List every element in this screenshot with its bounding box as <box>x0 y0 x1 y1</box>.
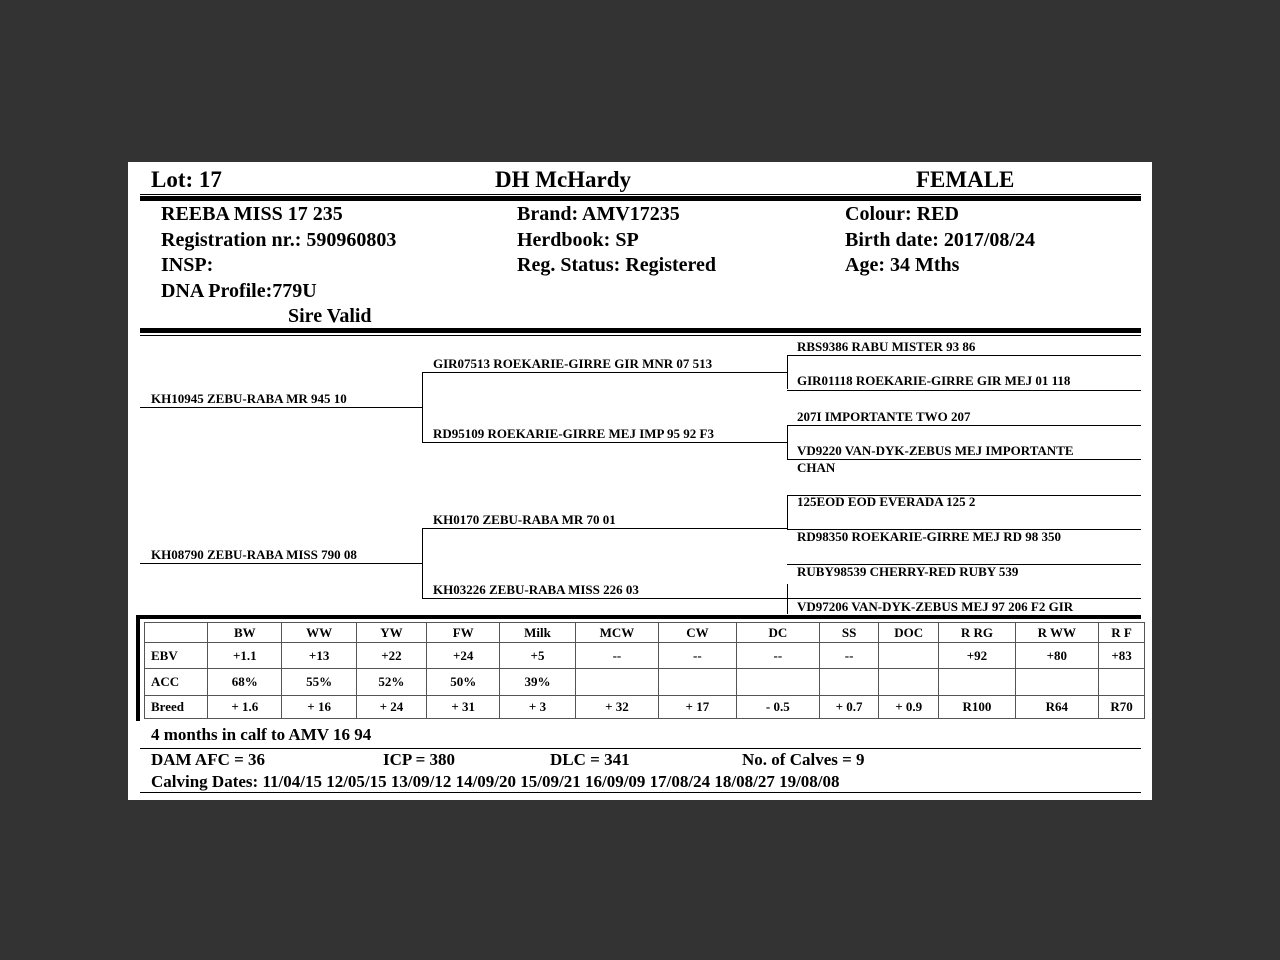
pedigree-g3-7: RUBY98539 CHERRY-RED RUBY 539 <box>797 564 1019 579</box>
ebv-cell: + 32 <box>575 696 659 719</box>
ebv-col-header: R RG <box>939 623 1015 643</box>
animal-name: REEBA MISS 17 235 <box>161 203 343 225</box>
ebv-cell: +5 <box>500 643 575 669</box>
ebv-cell: R100 <box>939 696 1015 719</box>
dlc: DLC = 341 <box>550 750 630 769</box>
ebv-cell: 52% <box>356 669 426 696</box>
dna-profile: DNA Profile:779U <box>161 280 317 302</box>
ebv-table <box>144 622 1145 719</box>
ebv-cell: -- <box>575 643 659 669</box>
ebv-col-header: DOC <box>879 623 939 643</box>
birth-date: Birth date: 2017/08/24 <box>845 229 1035 251</box>
ebv-cell <box>820 669 879 696</box>
ebv-top-rule <box>136 615 1141 619</box>
herdbook: Herdbook: SP <box>517 229 639 251</box>
ebv-cell: 39% <box>500 669 575 696</box>
pedigree-g3-4: VD9220 VAN-DYK-ZEBUS MEJ IMPORTANTE <box>797 443 1074 458</box>
registration-status: Reg. Status: Registered <box>517 254 717 276</box>
ebv-cell: +83 <box>1099 643 1145 669</box>
registration-number: Registration nr.: 590960803 <box>161 229 397 251</box>
icp: ICP = 380 <box>383 750 456 769</box>
ebv-cell: 68% <box>208 669 282 696</box>
ebv-col-header: CW <box>659 623 736 643</box>
ebv-cell: +24 <box>427 643 500 669</box>
ebv-cell <box>575 669 659 696</box>
ebv-cell: + 31 <box>427 696 500 719</box>
ebv-col-header: DC <box>736 623 820 643</box>
ebv-cell: +1.1 <box>208 643 282 669</box>
ebv-col-header: R F <box>1099 623 1145 643</box>
pedigree-dam-dam: KH03226 ZEBU-RABA MISS 226 03 <box>433 582 639 597</box>
ebv-row <box>145 669 1145 696</box>
ebv-cell: +80 <box>1015 643 1099 669</box>
ebv-col-header: MCW <box>575 623 659 643</box>
header-rule-thick <box>140 196 1141 201</box>
pedigree-g3-8: VD97206 VAN-DYK-ZEBUS MEJ 97 206 F2 GIR <box>797 599 1074 614</box>
ebv-col-header: YW <box>356 623 426 643</box>
sire-valid: Sire Valid <box>288 305 372 327</box>
ebv-cell <box>939 669 1015 696</box>
lot-card <box>128 162 1152 800</box>
pedigree-g3-5: 125EOD EOD EVERADA 125 2 <box>797 494 976 509</box>
sex-label: FEMALE <box>916 167 1015 192</box>
brand: Brand: AMV17235 <box>517 203 680 225</box>
ebv-cell: -- <box>820 643 879 669</box>
ebv-cell <box>736 669 820 696</box>
pedigree-sire: KH10945 ZEBU-RABA MR 945 10 <box>151 391 347 406</box>
pedigree-sire-dam: RD95109 ROEKARIE-GIRRE MEJ IMP 95 92 F3 <box>433 426 714 441</box>
ebv-row <box>145 643 1145 669</box>
number-of-calves: No. of Calves = 9 <box>742 750 865 769</box>
ebv-cell <box>879 643 939 669</box>
pedigree-g3-4-cont: CHAN <box>797 460 836 475</box>
age: Age: 34 Mths <box>845 254 960 276</box>
ebv-cell: 50% <box>427 669 500 696</box>
owner-name: DH McHardy <box>495 167 632 192</box>
ebv-cell: R70 <box>1099 696 1145 719</box>
dam-afc: DAM AFC = 36 <box>151 750 266 769</box>
pedigree-g3-2: GIR01118 ROEKARIE-GIRRE GIR MEJ 01 118 <box>797 373 1071 388</box>
pedigree-g3-1: RBS9386 RABU MISTER 93 86 <box>797 339 976 354</box>
ebv-cell: +92 <box>939 643 1015 669</box>
pedigree-g3-3: 207I IMPORTANTE TWO 207 <box>797 409 971 424</box>
ebv-left-rule <box>136 615 140 721</box>
pedigree-dam-sire: KH0170 ZEBU-RABA MR 70 01 <box>433 512 616 527</box>
ebv-cell <box>1015 669 1099 696</box>
ebv-cell: 55% <box>282 669 356 696</box>
ebv-row-label: Breed <box>145 696 208 719</box>
ebv-col-header: SS <box>820 623 879 643</box>
insp-label: INSP: <box>161 254 214 276</box>
info-rule-thick <box>140 328 1141 333</box>
ebv-cell: +22 <box>356 643 426 669</box>
colour: Colour: RED <box>845 203 959 225</box>
ebv-col-header: BW <box>208 623 282 643</box>
ebv-cell: + 1.6 <box>208 696 282 719</box>
ebv-cell: + 24 <box>356 696 426 719</box>
ebv-col-header: R WW <box>1015 623 1099 643</box>
ebv-cell: -- <box>659 643 736 669</box>
ebv-cell: +13 <box>282 643 356 669</box>
ebv-cell <box>879 669 939 696</box>
ebv-cell: - 0.5 <box>736 696 820 719</box>
pedigree-sire-sire: GIR07513 ROEKARIE-GIRRE GIR MNR 07 513 <box>433 356 713 371</box>
ebv-col-header <box>145 623 208 643</box>
in-calf-note: 4 months in calf to AMV 16 94 <box>151 725 372 744</box>
lot-number: Lot: 17 <box>151 167 222 192</box>
ebv-row-label: ACC <box>145 669 208 696</box>
header-rule-thin <box>140 194 1141 195</box>
calving-dates: Calving Dates: 11/04/15 12/05/15 13/09/12 14/09/20 15/09/21 16/09/09 17/08/24 18/08/27 19/08/08 <box>151 772 840 791</box>
ebv-row <box>145 696 1145 719</box>
ebv-col-header: WW <box>282 623 356 643</box>
ebv-cell: + 0.9 <box>879 696 939 719</box>
ebv-row-label: EBV <box>145 643 208 669</box>
ebv-col-header: FW <box>427 623 500 643</box>
ebv-header-row <box>145 623 1145 643</box>
info-rule-thin <box>140 335 1141 336</box>
ebv-cell: + 3 <box>500 696 575 719</box>
ebv-col-header: Milk <box>500 623 575 643</box>
ebv-cell <box>659 669 736 696</box>
ebv-cell: -- <box>736 643 820 669</box>
ebv-cell: + 16 <box>282 696 356 719</box>
pedigree-g3-6: RD98350 ROEKARIE-GIRRE MEJ RD 98 350 <box>797 529 1061 544</box>
ebv-cell: + 0.7 <box>820 696 879 719</box>
pedigree-dam: KH08790 ZEBU-RABA MISS 790 08 <box>151 547 357 562</box>
ebv-cell: + 17 <box>659 696 736 719</box>
ebv-cell <box>1099 669 1145 696</box>
ebv-cell: R64 <box>1015 696 1099 719</box>
